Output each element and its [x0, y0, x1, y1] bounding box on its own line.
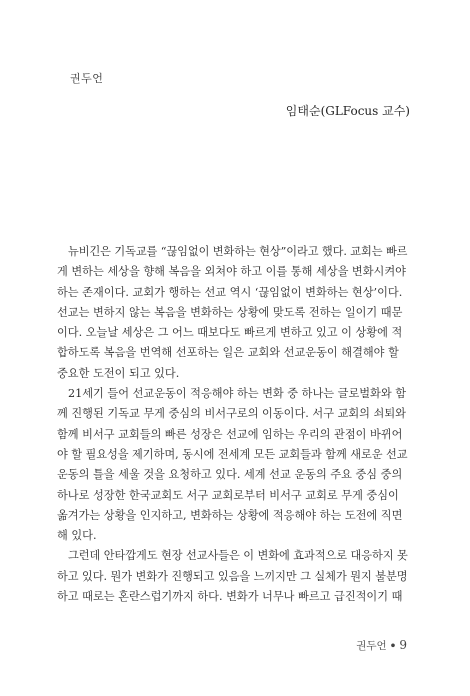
- body-line: 선교는 변하지 않는 복음을 변화하는 상황에 맞도록 전하는 일이기 때문: [57, 305, 403, 319]
- page-footer: [356, 638, 407, 653]
- body-line: 게 변하는 세상을 향해 복음을 외쳐야 하고 이를 통해 세상을 변화시켜야: [57, 265, 406, 279]
- body-line: 옮겨가는 상황을 인지하고, 변화하는 상황에 적응해야 하는 도전에 직면: [57, 508, 403, 522]
- footer-separator: •: [389, 640, 397, 652]
- body-line: 야 할 필요성을 제기하며, 동시에 전세계 모든 교회들과 함께 새로운 선교: [57, 447, 408, 461]
- body-line: 해 있다.: [57, 529, 97, 543]
- body-line: 하고 때로는 혼란스럽기까지 하다. 변화가 너무나 빠르고 급진적이기 때: [57, 590, 403, 604]
- body-line: 뉴비긴은 기독교를 “끊임없이 변화하는 현상”이라고 했다. 교회는 빠르: [68, 245, 408, 258]
- footer-label: 권두언: [356, 640, 387, 652]
- page-number: 9: [399, 638, 407, 652]
- body-line: 21세기 들어 선교운동이 적응해야 하는 변화 중 하나는 글로벌화와 함: [68, 387, 407, 401]
- body-paragraphs: [57, 242, 408, 607]
- body-line: 운동의 틀을 세울 것을 요청하고 있다. 세계 선교 운동의 주요 중심 중의: [57, 468, 403, 482]
- body-line: 함께 비서구 교회들의 빠른 성장은 선교에 임하는 우리의 관점이 바뀌어: [57, 427, 403, 441]
- body-line: 께 진행된 기독교 무게 중심의 비서구로의 이동이다. 서구 교회의 쇠퇴와: [57, 407, 406, 421]
- author-byline: 임태순(GLFocus 교수): [285, 104, 410, 118]
- body-line: 하고 있다. 뭔가 변화가 진행되고 있음을 느끼지만 그 실체가 뭔지 불분명: [57, 569, 408, 583]
- body-line: 그런데 안타깝게도 현장 선교사들은 이 변화에 효과적으로 대응하지 못: [68, 549, 408, 563]
- body-line: 합하도록 복음을 번역해 선포하는 일은 교회와 선교운동이 해결해야 할: [57, 346, 399, 360]
- section-title: 권두언: [70, 72, 104, 85]
- body-line: 하나로 성장한 한국교회도 서구 교회로부터 비서구 교회로 무게 중심이: [57, 488, 399, 502]
- body-line: 하는 존재이다. 교회가 행하는 선교 역시 ‘끊임없이 변화하는 현상’이다.: [57, 285, 403, 299]
- body-line: 중요한 도전이 되고 있다.: [57, 366, 180, 380]
- body-line: 이다. 오늘날 세상은 그 어느 때보다도 빠르게 변하고 있고 이 상황에 적: [57, 326, 403, 340]
